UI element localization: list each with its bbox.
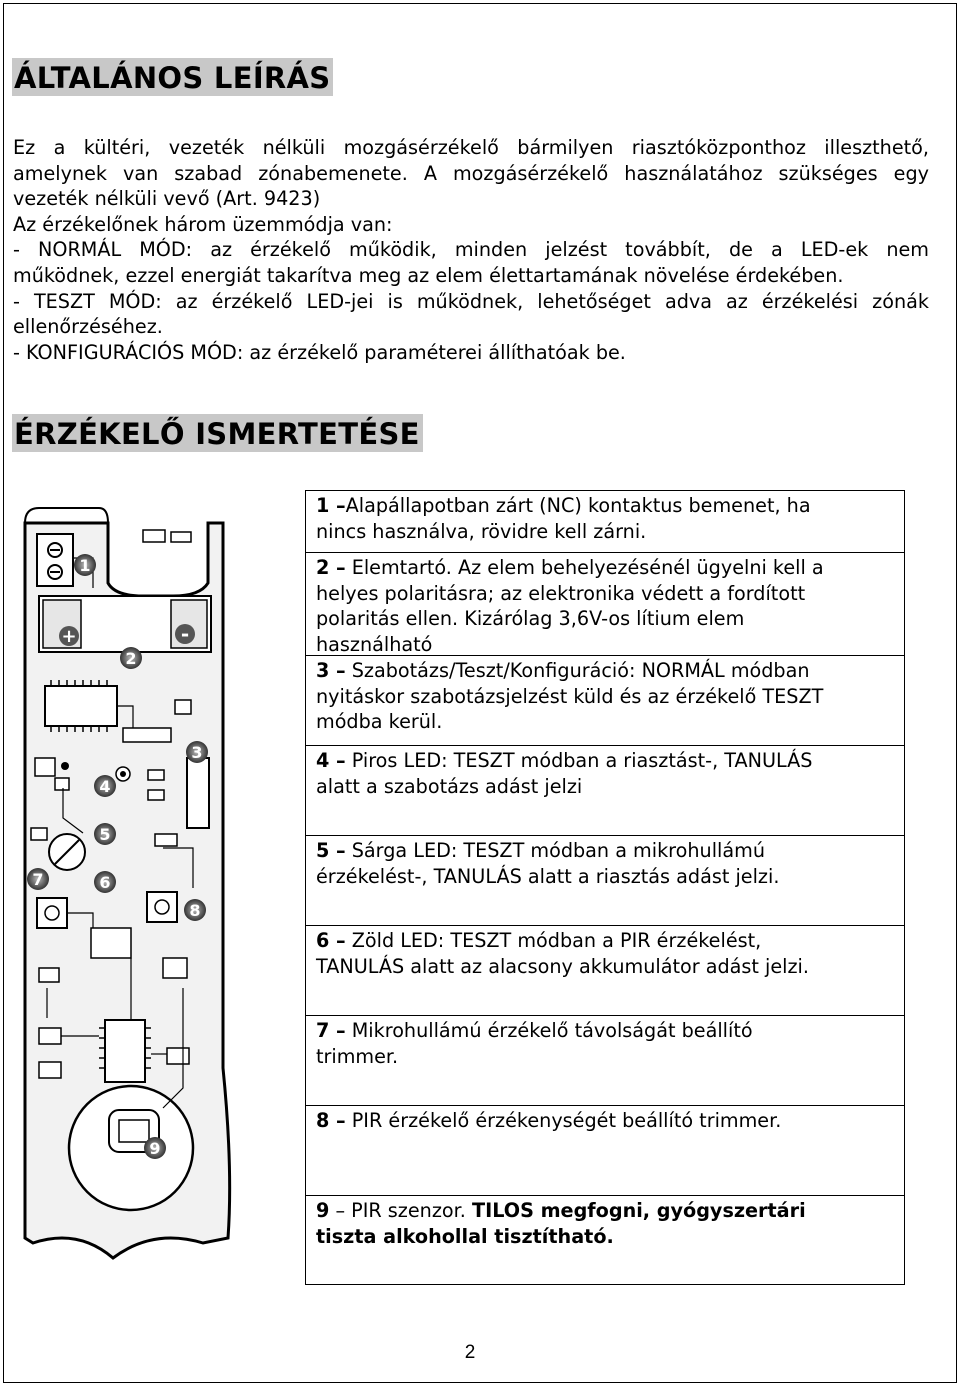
component-row-5 [306, 835, 904, 925]
intro-line: amelynek van szabad zónabemenete. A mozgásérzékelő használatához szükséges egy [13, 161, 929, 185]
item-number: 6 – [316, 929, 346, 952]
item-text: – PIR szenzor. [329, 1199, 472, 1222]
board-label-6: 6 [99, 873, 111, 892]
item-text: helyes polaritásra; az elektronika védett a fordított [316, 581, 806, 605]
item-number: 4 – [316, 749, 346, 772]
board-label-3: 3 [191, 743, 203, 762]
component-row-7 [306, 1015, 904, 1105]
component-row-3 [306, 655, 904, 745]
item-text: használható [316, 632, 433, 656]
component-row-8 [306, 1105, 904, 1195]
item-text: Alapállapotban zárt (NC) kontaktus bemenet, ha [345, 494, 811, 517]
test-mode-line: ellenőrzéséhez. [13, 315, 163, 339]
item-text: polaritás ellen. Kizárólag 3,6V-os lítium elem [316, 607, 745, 631]
component-row-2 [306, 552, 904, 655]
item-text: érzékelést-, TANULÁS alatt a riasztás adást jelzi. [316, 864, 780, 888]
component-row-6 [306, 925, 904, 1015]
page-number: 2 [464, 1342, 476, 1363]
item-text: Elemtartó. Az elem behelyezésénél ügyelni kell a [345, 556, 824, 579]
test-mode-line: - TESZT MÓD: az érzékelő LED-jei is működnek, lehetőséget adva az érzékelési zónák [13, 289, 929, 313]
board-label-5: 5 [99, 825, 111, 844]
intro-line: vezeték nélküli vevő (Art. 9423) [13, 187, 321, 211]
component-row-4 [306, 745, 904, 835]
board-label-2: 2 [125, 649, 137, 668]
item-number: 7 – [316, 1019, 346, 1042]
item-text: Zöld LED: TESZT módban a PIR érzékelést, [345, 929, 762, 952]
battery-plus-label: + [61, 626, 77, 647]
sensor-description-heading: ÉRZÉKELŐ ISMERTETÉSE [12, 414, 423, 452]
normal-mode-line: működnek, ezzel energiát takarítva meg az elem élettartamának növelése érdekében. [13, 263, 844, 287]
item-text: nyitáskor szabotázsjelzést küld és az érzékelő TESZT [316, 684, 824, 708]
item-text: nincs használva, rövidre kell zárni. [316, 519, 647, 543]
item-text: trimmer. [316, 1044, 399, 1068]
item-number: 9 [316, 1199, 330, 1222]
intro-text [13, 135, 929, 365]
general-description-heading: ÁLTALÁNOS LEÍRÁS [12, 58, 333, 96]
item-number: 2 – [316, 556, 346, 579]
board-label-4: 4 [99, 777, 111, 796]
modes-intro: Az érzékelőnek három üzemmódja van: [13, 212, 393, 236]
item-text: Szabotázs/Teszt/Konfiguráció: NORMÁL módban [345, 659, 810, 682]
component-table [305, 490, 905, 1285]
circuit-board-diagram [3, 488, 305, 1284]
item-text: Piros LED: TESZT módban a riasztást-, TANULÁS [345, 749, 813, 772]
normal-mode-line: - NORMÁL MÓD: az érzékelő működik, minden jelzést továbbít, de a LED-ek nem [13, 238, 929, 262]
item-text: TANULÁS alatt az alacsony akkumulátor adást jelzi. [316, 954, 809, 978]
item-number: 8 – [316, 1109, 346, 1132]
item-text: Sárga LED: TESZT módban a mikrohullámú [345, 839, 765, 862]
item-text: alatt a szabotázs adást jelzi [316, 774, 583, 798]
board-label-8: 8 [189, 901, 201, 920]
item-text: módba kerül. [316, 710, 443, 734]
component-row-1 [306, 491, 904, 552]
item-text: PIR érzékelő érzékenységét beállító trimmer. [345, 1109, 782, 1132]
item-text: Mikrohullámú érzékelő távolságát beállító [345, 1019, 753, 1042]
warning-text: TILOS megfogni, gyógyszertári [471, 1199, 806, 1222]
board-label-9: 9 [149, 1139, 161, 1158]
intro-line: Ez a kültéri, vezeték nélküli mozgásérzékelő bármilyen riasztóközponthoz illeszthető, [13, 136, 929, 159]
item-number: 3 – [316, 659, 346, 682]
config-mode-line: - KONFIGURÁCIÓS MÓD: az érzékelő paraméterei állíthatóak be. [13, 340, 626, 364]
item-number: 1 – [316, 494, 346, 517]
board-label-7: 7 [32, 870, 44, 889]
item-number: 5 – [316, 839, 346, 862]
board-label-1: 1 [79, 556, 91, 575]
warning-text: tiszta alkohollal tisztítható. [316, 1224, 614, 1248]
component-row-9 [306, 1195, 904, 1284]
battery-minus-label: - [180, 622, 190, 646]
circuit-board-illustration [3, 488, 305, 1284]
